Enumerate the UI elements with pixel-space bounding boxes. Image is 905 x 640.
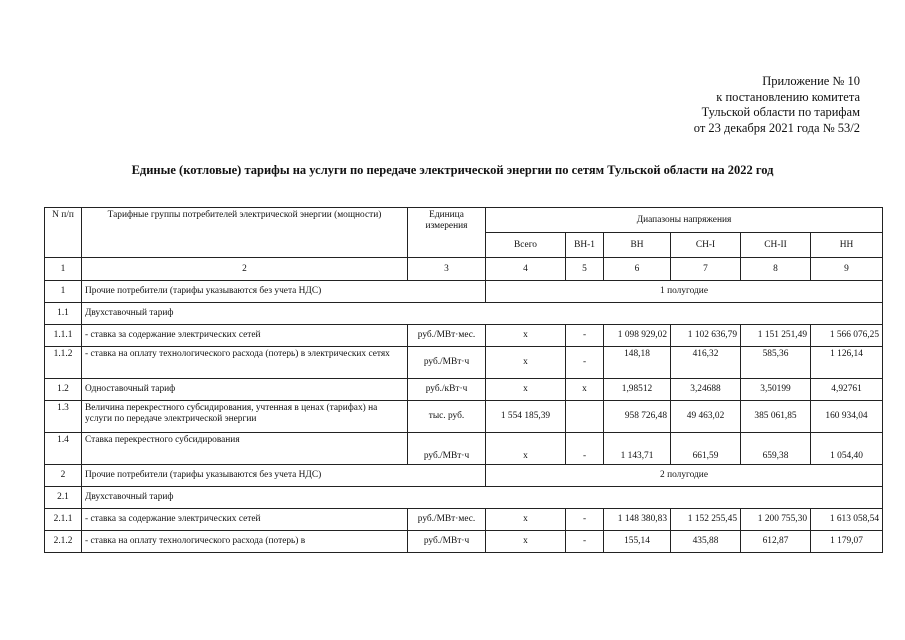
cell-sn1: 1 102 636,79 bbox=[671, 325, 741, 347]
subsection-name: Двухставочный тариф bbox=[82, 487, 883, 509]
appendix-line-4: от 23 декабря 2021 года № 53/2 bbox=[693, 120, 860, 135]
cell-vn1: - bbox=[566, 347, 604, 379]
cell-sn2: 585,36 bbox=[741, 347, 811, 379]
document-title: Единые (котловые) тарифы на услуги по передаче электрической энергии по сетям Тульской области на 2022 год bbox=[131, 163, 774, 177]
cell-sn1: 661,59 bbox=[671, 433, 741, 465]
row-name: - ставка за содержание электрических сетей bbox=[82, 509, 408, 531]
cell-vn: 1,98512 bbox=[604, 379, 671, 401]
subsection-row bbox=[45, 303, 883, 325]
row-num: 2.1.1 bbox=[45, 509, 82, 531]
cell-nn: 4,92761 bbox=[811, 379, 883, 401]
row-name: - ставка за содержание электрических сетей bbox=[82, 325, 408, 347]
cell-total: х bbox=[486, 347, 566, 379]
row-unit: руб./кВт·ч bbox=[408, 379, 486, 401]
appendix-line-1: Приложение № 10 bbox=[762, 74, 860, 88]
cell-vn1: - bbox=[566, 325, 604, 347]
col-number: 7 bbox=[671, 258, 741, 281]
cell-total: х bbox=[486, 433, 566, 465]
cell-vn: 1 098 929,02 bbox=[604, 325, 671, 347]
row-unit: руб./МВт·мес. bbox=[408, 325, 486, 347]
cell-sn1: 1 152 255,45 bbox=[671, 509, 741, 531]
cell-total: х bbox=[486, 325, 566, 347]
header-vn: ВН bbox=[604, 233, 671, 258]
table-row bbox=[45, 531, 883, 553]
cell-sn2: 612,87 bbox=[741, 531, 811, 553]
header-sn2: СН-II bbox=[741, 233, 811, 258]
row-name: Величина перекрестного субсидирования, учтенная в ценах (тарифах) на услуги по передаче электрической энергии bbox=[82, 401, 408, 433]
cell-sn1: 416,32 bbox=[671, 347, 741, 379]
cell-nn: 1 179,07 bbox=[811, 531, 883, 553]
cell-total: х bbox=[486, 379, 566, 401]
header-total: Всего bbox=[486, 233, 566, 258]
cell-total: х bbox=[486, 531, 566, 553]
cell-sn1: 3,24688 bbox=[671, 379, 741, 401]
header-num: N п/п bbox=[45, 208, 82, 258]
section-name: Прочие потребители (тарифы указываются без учета НДС) bbox=[82, 465, 486, 487]
cell-nn: 160 934,04 bbox=[811, 401, 883, 433]
cell-total: х bbox=[486, 509, 566, 531]
cell-sn2: 3,50199 bbox=[741, 379, 811, 401]
tariff-table bbox=[44, 207, 883, 553]
row-num: 1.1 bbox=[45, 303, 82, 325]
table-row bbox=[45, 379, 883, 401]
table-row bbox=[45, 401, 883, 433]
cell-nn: 1 126,14 bbox=[811, 347, 883, 379]
header-nn: НН bbox=[811, 233, 883, 258]
row-unit: руб./МВт·ч bbox=[408, 347, 486, 379]
cell-nn: 1 566 076,25 bbox=[811, 325, 883, 347]
cell-vn1: - bbox=[566, 509, 604, 531]
header-unit: Единица измерения bbox=[408, 208, 486, 258]
cell-total: 1 554 185,39 bbox=[486, 401, 566, 433]
cell-vn1 bbox=[566, 401, 604, 433]
table-row bbox=[45, 509, 883, 531]
header-sn1: СН-I bbox=[671, 233, 741, 258]
cell-sn2: 659,38 bbox=[741, 433, 811, 465]
cell-vn1: х bbox=[566, 379, 604, 401]
col-number: 4 bbox=[486, 258, 566, 281]
cell-sn1: 49 463,02 bbox=[671, 401, 741, 433]
row-unit: руб./МВт·ч bbox=[408, 531, 486, 553]
period-label: 1 полугодие bbox=[486, 281, 883, 303]
col-number: 1 bbox=[45, 258, 82, 281]
cell-vn: 1 148 380,83 bbox=[604, 509, 671, 531]
appendix-note bbox=[694, 74, 860, 136]
cell-vn: 958 726,48 bbox=[604, 401, 671, 433]
header-groups: Тарифные группы потребителей электрической энергии (мощности) bbox=[82, 208, 408, 258]
col-number: 8 bbox=[741, 258, 811, 281]
cell-vn: 1 143,71 bbox=[604, 433, 671, 465]
header-vn1: ВН-1 bbox=[566, 233, 604, 258]
table-row bbox=[45, 433, 883, 465]
cell-vn1: - bbox=[566, 531, 604, 553]
cell-vn: 148,18 bbox=[604, 347, 671, 379]
cell-sn2: 1 200 755,30 bbox=[741, 509, 811, 531]
row-unit: руб./МВт·мес. bbox=[408, 509, 486, 531]
row-num: 2 bbox=[45, 465, 82, 487]
row-name: Ставка перекрестного субсидирования bbox=[82, 433, 408, 465]
cell-sn2: 1 151 251,49 bbox=[741, 325, 811, 347]
cell-sn1: 435,88 bbox=[671, 531, 741, 553]
row-num: 1.1.2 bbox=[45, 347, 82, 379]
col-number: 6 bbox=[604, 258, 671, 281]
row-name: Одноставочный тариф bbox=[82, 379, 408, 401]
row-num: 1 bbox=[45, 281, 82, 303]
cell-vn: 155,14 bbox=[604, 531, 671, 553]
row-num: 1.4 bbox=[45, 433, 82, 465]
section-name: Прочие потребители (тарифы указываются без учета НДС) bbox=[82, 281, 486, 303]
cell-nn: 1 613 058,54 bbox=[811, 509, 883, 531]
subsection-row bbox=[45, 487, 883, 509]
row-unit: тыс. руб. bbox=[408, 401, 486, 433]
row-name: - ставка на оплату технологического расхода (потерь) в электрических сетях bbox=[82, 347, 408, 379]
appendix-line-2: к постановлению комитета bbox=[716, 89, 860, 104]
cell-sn2: 385 061,85 bbox=[741, 401, 811, 433]
col-number: 5 bbox=[566, 258, 604, 281]
row-name: - ставка на оплату технологического расхода (потерь) в bbox=[82, 531, 408, 553]
row-num: 2.1 bbox=[45, 487, 82, 509]
col-number: 9 bbox=[811, 258, 883, 281]
table-row bbox=[45, 347, 883, 379]
col-number: 2 bbox=[82, 258, 408, 281]
header-ranges: Диапазоны напряжения bbox=[486, 208, 883, 233]
period-label: 2 полугодие bbox=[486, 465, 883, 487]
cell-nn: 1 054,40 bbox=[811, 433, 883, 465]
col-number: 3 bbox=[408, 258, 486, 281]
row-num: 1.1.1 bbox=[45, 325, 82, 347]
column-numbers-row bbox=[45, 258, 883, 281]
section-row bbox=[45, 465, 883, 487]
subsection-name: Двухставочный тариф bbox=[82, 303, 883, 325]
cell-vn1: - bbox=[566, 433, 604, 465]
row-num: 2.1.2 bbox=[45, 531, 82, 553]
section-row bbox=[45, 281, 883, 303]
appendix-line-3: Тульской области по тарифам bbox=[701, 105, 860, 119]
table-row bbox=[45, 325, 883, 347]
row-num: 1.2 bbox=[45, 379, 82, 401]
row-num: 1.3 bbox=[45, 401, 82, 433]
header-row-1 bbox=[45, 208, 883, 233]
row-unit: руб./МВт·ч bbox=[408, 433, 486, 465]
